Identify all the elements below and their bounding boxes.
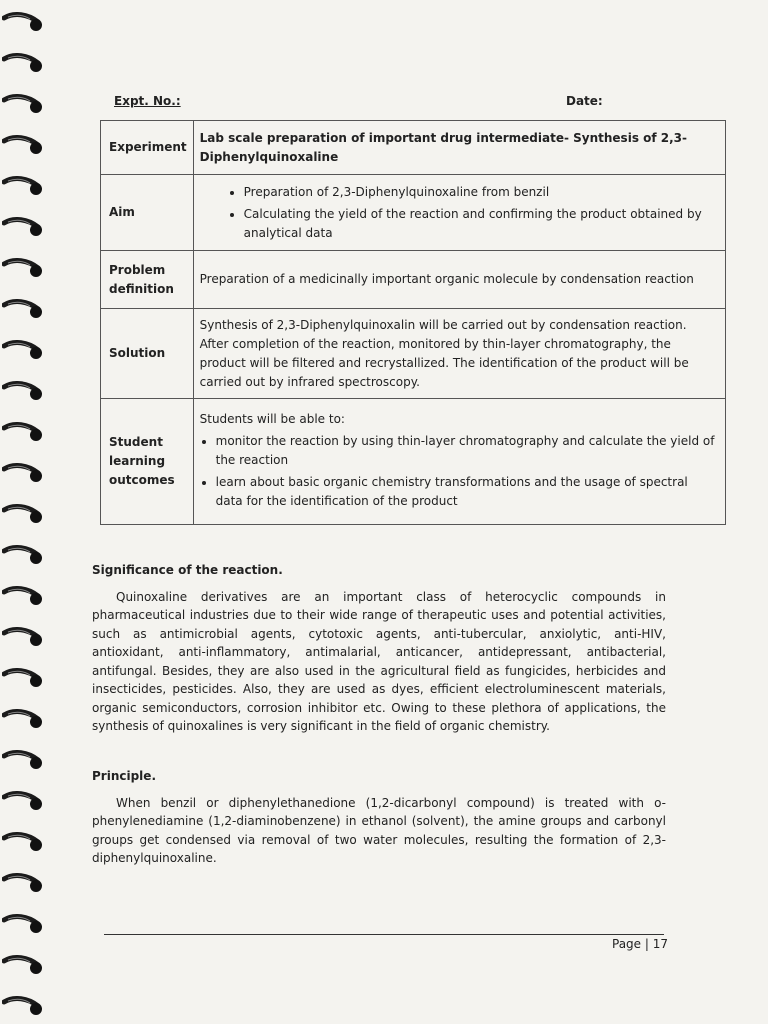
binding-ring [2, 832, 44, 850]
date-label: Date: [566, 94, 603, 108]
solution-row [101, 309, 726, 399]
binding-ring [2, 299, 44, 317]
experiment-row [101, 121, 726, 175]
aim-item: • Calculating the yield of the reaction and confirming the product obtained by analytical data [244, 205, 717, 243]
problem-label: Problem definition [101, 251, 194, 309]
outcomes-list [200, 432, 717, 511]
principle-section [92, 767, 666, 868]
significance-text: Quinoxaline derivatives are an important class of heterocyclic compounds in pharmaceutical industries due to their wide range of therapeutic uses and potential activities, such as antimicrobial agents, cytotoxic agents, anti-tubercular, anxiolytic, anti-HIV, antioxidant, anti-inflammatory, antimalarial, anticancer, antidepressant, antibacterial, antifungal. Besides, they are also used in the agricultural field as fungicides, herbicides and insecticides, pesticides. Also, they are used as dyes, efficient electroluminescent materials, organic semiconductors, corrosion inhibitor etc. Owing to these plethora of applications, the synthesis of quinoxalines is very significant in the field of organic chemistry. [92, 589, 666, 733]
binding-ring [2, 668, 44, 686]
problem-value: Preparation of a medicinally important organic molecule by condensation reaction [193, 251, 725, 309]
binding-ring [2, 627, 44, 645]
binding-ring [2, 217, 44, 235]
binding-ring [2, 586, 44, 604]
binding-ring [2, 504, 44, 522]
problem-row [101, 251, 726, 309]
outcomes-label: Student learning outcomes [101, 399, 194, 525]
binding-ring [2, 709, 44, 727]
binding-ring [2, 12, 44, 30]
experiment-table [100, 120, 726, 525]
solution-value: Synthesis of 2,3-Diphenylquinoxalin will be carried out by condensation reaction. After completion of the reaction, monitored by thin-layer chromatography, the product will be filtered and recrystallized. The identification of the product will be carried out by infrared spectroscopy. [193, 309, 725, 399]
binding-ring [2, 996, 44, 1014]
page-number: Page | 17 [612, 937, 668, 951]
binding-ring [2, 53, 44, 71]
binding-ring [2, 750, 44, 768]
binding-ring [2, 94, 44, 112]
solution-label: Solution [101, 309, 194, 399]
footer-divider [104, 934, 664, 935]
outcomes-value [193, 399, 725, 525]
expt-no-label: Expt. No.: [114, 94, 181, 108]
principle-text: When benzil or diphenylethanedione (1,2-dicarbonyl compound) is treated with o-phenylenediamine (1,2-diaminobenzene) in ethanol (solvent), the amine groups and carbonyl groups get condensed via removal of two water molecules, resulting the formation of 2,3-diphenylquinoxaline. [92, 795, 666, 865]
aim-value [193, 175, 725, 251]
binding-ring [2, 791, 44, 809]
binding-ring [2, 422, 44, 440]
binding-ring [2, 381, 44, 399]
aim-list [200, 183, 717, 243]
binding-ring [2, 955, 44, 973]
binding-ring [2, 873, 44, 891]
binding-ring [2, 914, 44, 932]
experiment-label: Experiment [101, 121, 194, 175]
outcomes-intro: Students will be able to: [199, 411, 345, 426]
binding-ring [2, 463, 44, 481]
binding-ring [2, 340, 44, 358]
binding-ring [2, 258, 44, 276]
aim-row [101, 175, 726, 251]
outcomes-row [101, 399, 726, 525]
binding-ring [2, 176, 44, 194]
aim-item: • Preparation of 2,3-Diphenylquinoxaline from benzil [244, 183, 717, 202]
principle-heading: Principle. [92, 769, 156, 783]
binding-ring [2, 545, 44, 563]
significance-section [92, 561, 666, 736]
aim-label: Aim [101, 175, 194, 251]
experiment-value: Lab scale preparation of important drug intermediate- Synthesis of 2,3-Diphenylquinoxaline [193, 121, 725, 175]
binding-ring [2, 135, 44, 153]
outcome-item: • monitor the reaction by using thin-layer chromatography and calculate the yield of the reaction [216, 432, 717, 470]
spiral-binding [0, 0, 48, 1024]
outcome-item: • learn about basic organic chemistry transformations and the usage of spectral data for the identification of the product [216, 473, 717, 511]
significance-heading: Significance of the reaction. [92, 563, 283, 577]
